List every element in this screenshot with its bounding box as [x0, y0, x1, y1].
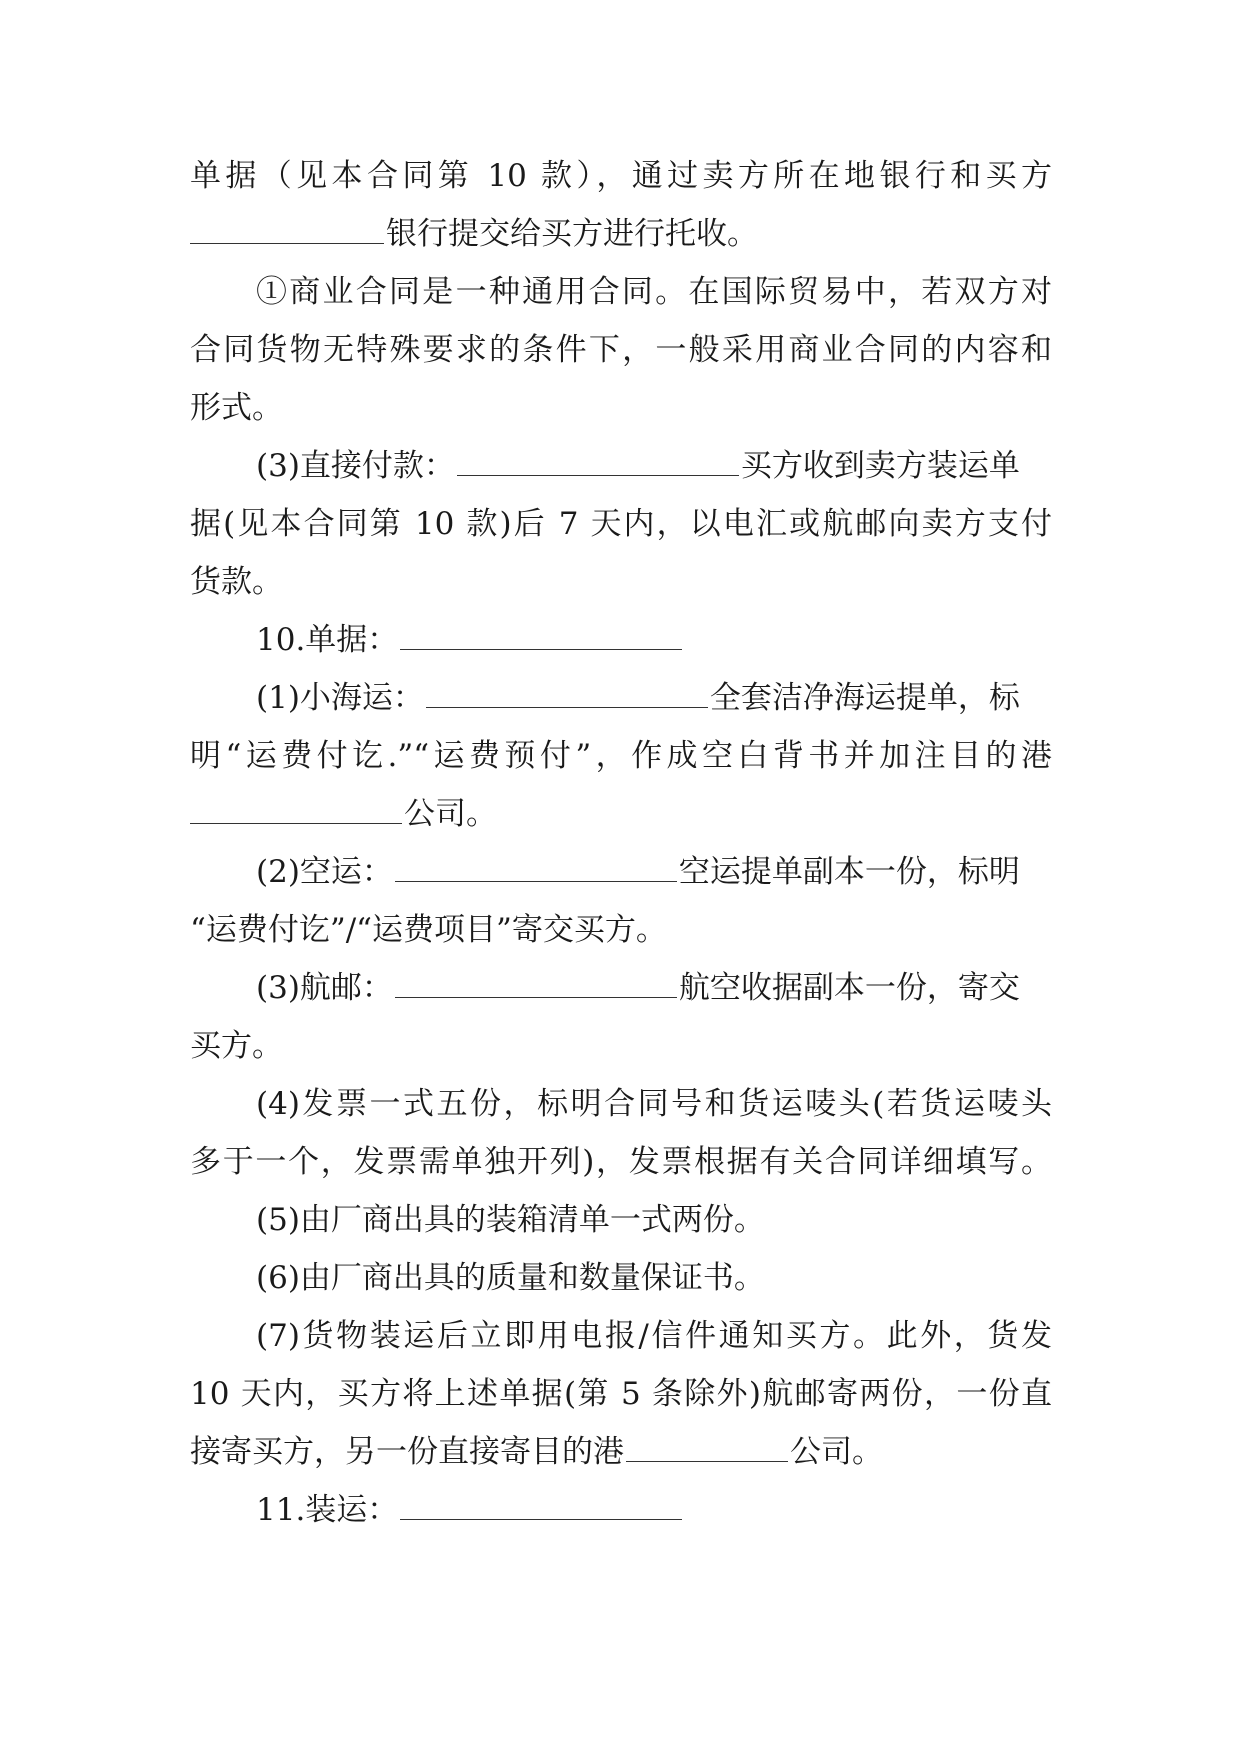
line-text: 合同货物无特殊要求的条件下，一般采用商业合同的内容和 [190, 332, 1052, 368]
section-heading [190, 1488, 684, 1532]
line-text: 全套洁净海运提单，标 [709, 680, 1020, 716]
paragraph-line [190, 1082, 1052, 1126]
fill-in-blank[interactable] [400, 619, 682, 650]
paragraph-line [190, 502, 1052, 546]
fill-in-blank[interactable] [395, 967, 677, 998]
paragraph-line [190, 908, 667, 952]
paragraph-line [190, 328, 1052, 372]
paragraph-line [190, 1198, 765, 1242]
line-text: 多于一个，发票需单独开列)，发票根据有关合同详细填写。 [190, 1144, 1052, 1180]
line-text: (3)直接付款： [256, 448, 455, 484]
line-text: 10.单据： [256, 622, 399, 658]
line-text: (1)小海运： [256, 680, 424, 716]
line-text: 银行提交给买方进行托收。 [386, 216, 758, 252]
paragraph-line [190, 792, 497, 836]
line-text: 接寄买方，另一份直接寄目的港 [190, 1434, 624, 1470]
line-text: 空运提单副本一份，标明 [678, 854, 1020, 890]
line-text: 单据（见本合同第 10 款），通过卖方所在地银行和买方 [190, 158, 1052, 194]
paragraph-line [190, 1372, 1052, 1416]
line-text: 公司。 [404, 796, 497, 832]
fill-in-blank[interactable] [395, 851, 677, 882]
paragraph-line [190, 966, 1020, 1010]
paragraph-line [190, 850, 1020, 894]
paragraph-line [190, 1024, 283, 1068]
line-text: (4)发票一式五份，标明合同号和货运唛头(若货运唛头 [256, 1086, 1052, 1122]
line-text: 买方。 [190, 1028, 283, 1064]
line-text: 货款。 [190, 564, 283, 600]
paragraph-line [190, 154, 1052, 198]
line-text: (6)由厂商出具的质量和数量保证书。 [256, 1260, 765, 1296]
line-text: ①商业合同是一种通用合同。在国际贸易中，若双方对 [256, 274, 1052, 310]
line-text: (7)货物装运后立即用电报/信件通知买方。此外，货发 [256, 1318, 1052, 1354]
line-text: “运费付讫”/“运费项目”寄交买方。 [190, 912, 667, 948]
line-text: 公司。 [790, 1434, 883, 1470]
fill-in-blank[interactable] [190, 793, 402, 824]
line-text: 买方收到卖方装运单 [740, 448, 1020, 484]
line-text: (5)由厂商出具的装箱清单一式两份。 [256, 1202, 765, 1238]
line-text: 10 天内，买方将上述单据(第 5 条除外)航邮寄两份，一份直 [190, 1376, 1052, 1412]
section-heading [190, 618, 684, 662]
fill-in-blank[interactable] [626, 1431, 788, 1462]
line-text: 航空收据副本一份，寄交 [678, 970, 1020, 1006]
line-text: 11.装运： [256, 1492, 399, 1528]
fill-in-blank[interactable] [190, 213, 384, 244]
paragraph-line [190, 1140, 1052, 1184]
paragraph-line [190, 1430, 883, 1474]
fill-in-blank[interactable] [457, 445, 739, 476]
fill-in-blank[interactable] [426, 677, 708, 708]
paragraph-line [190, 386, 283, 430]
line-text: 形式。 [190, 390, 283, 426]
paragraph-line [190, 444, 1020, 488]
paragraph-line [190, 560, 283, 604]
paragraph-line [190, 1256, 765, 1300]
fill-in-blank[interactable] [400, 1489, 682, 1520]
paragraph-line [190, 1314, 1052, 1358]
line-text: (2)空运： [256, 854, 393, 890]
paragraph-line [190, 734, 1052, 778]
paragraph-line [190, 676, 1020, 720]
paragraph-line [190, 212, 758, 256]
line-text: 据(见本合同第 10 款)后 7 天内，以电汇或航邮向卖方支付 [190, 506, 1052, 542]
paragraph-line [190, 270, 1052, 314]
line-text: (3)航邮： [256, 970, 393, 1006]
line-text: 明“运费付讫.”“运费预付”，作成空白背书并加注目的港 [190, 738, 1052, 774]
